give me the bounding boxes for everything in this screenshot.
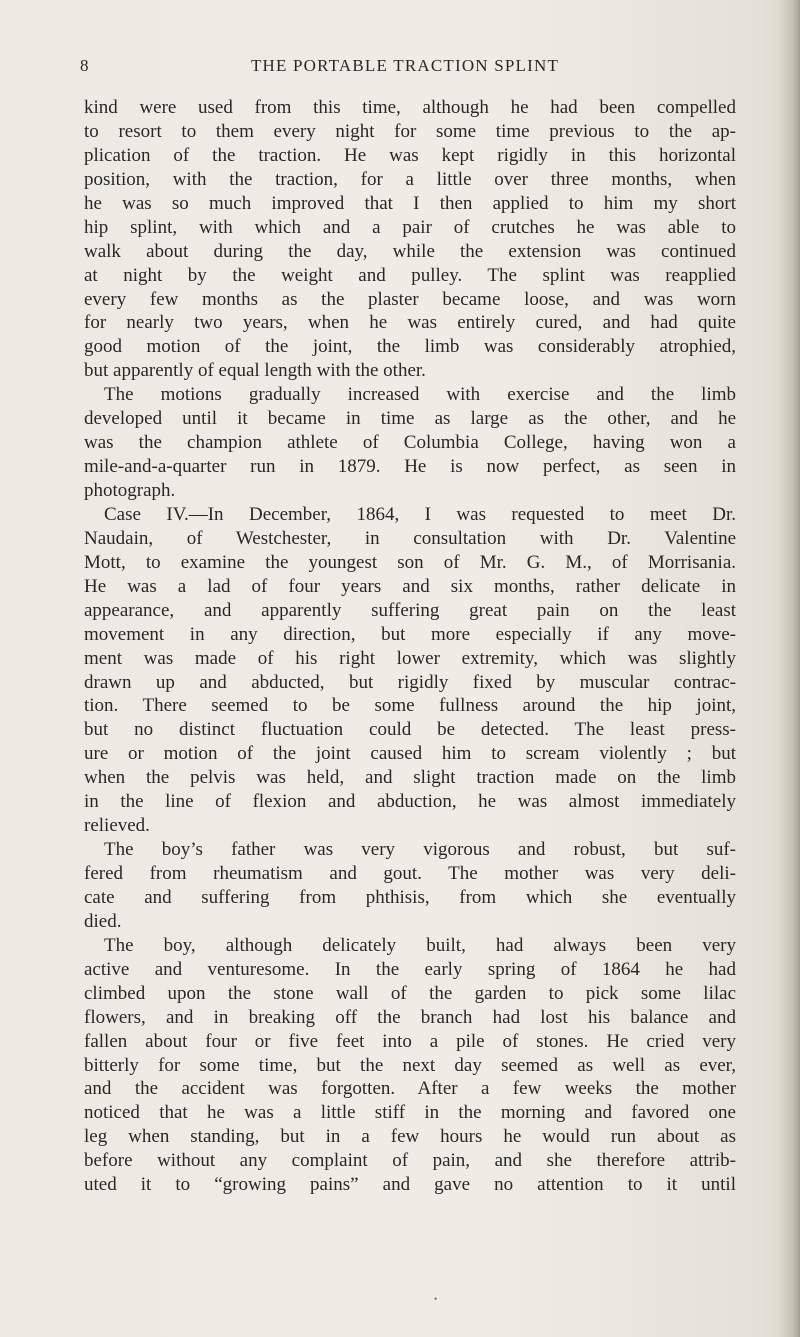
- text-line: drawn up and abducted, but rigidly fixed by muscular contrac-: [84, 671, 736, 693]
- text-line: he was so much improved that I then applied to him my short: [84, 192, 736, 214]
- text-line: and the accident was forgotten. After a few weeks the mother: [84, 1078, 736, 1100]
- text-line: photograph.: [84, 480, 176, 501]
- text-line: Naudain, of Westchester, in consultation with Dr. Valentine: [84, 527, 736, 549]
- text-line: active and venturesome. In the early spring of 1864 he had: [84, 958, 736, 980]
- text-line: died.: [84, 910, 122, 932]
- text-line: leg when standing, but in a few hours he would run about as: [84, 1126, 736, 1148]
- running-head: [80, 56, 730, 82]
- text-line: plication of the traction. He was kept rigidly in this horizontal: [84, 144, 736, 166]
- text-line: before without any complaint of pain, and she therefore attrib-: [84, 1150, 736, 1172]
- text-line: tion. There seemed to be some fullness around the hip joint,: [84, 695, 736, 717]
- footer-mark: •: [434, 1294, 438, 1304]
- text-line: noticed that he was a little stiff in the morning and favored one: [84, 1102, 736, 1124]
- text-line: but no distinct fluctuation could be detected. The least press-: [84, 719, 736, 741]
- text-line: cate and suffering from phthisis, from which she eventually: [84, 886, 736, 908]
- text-line: good motion of the joint, the limb was considerably atrophied,: [84, 336, 736, 358]
- text-line: He was a lad of four years and six months, rather delicate in: [84, 575, 736, 597]
- text-line: position, with the traction, for a little over three months, when: [84, 168, 736, 190]
- text-line: was the champion athlete of Columbia College, having won a: [84, 432, 736, 454]
- text-line: flowers, and in breaking off the branch had lost his balance and: [84, 1006, 736, 1028]
- running-title: THE PORTABLE TRACTION SPLINT: [250, 56, 560, 75]
- text-line: Mott, to examine the youngest son of Mr. G. M., of Morrisania.: [84, 551, 736, 573]
- text-line: appearance, and apparently suffering great pain on the least: [84, 599, 736, 621]
- text-line: at night by the weight and pulley. The splint was reapplied: [84, 264, 736, 286]
- text-line: hip splint, with which and a pair of crutches he was able to: [84, 216, 736, 238]
- text-line: when the pelvis was held, and slight traction made on the limb: [84, 767, 736, 789]
- text-line: climbed upon the stone wall of the garden to pick some lilac: [84, 982, 736, 1004]
- paragraph-start: The motions gradually increased with exercise and the limb: [104, 384, 736, 406]
- text-line: kind were used from this time, although he had been compelled: [84, 97, 736, 118]
- text-line: movement in any direction, but more especially if any move-: [84, 623, 736, 645]
- page-edge-shadow: [778, 0, 800, 1337]
- text-line: for nearly two years, when he was entirely cured, and had quite: [84, 312, 736, 334]
- text-line: developed until it became in time as large as the other, and he: [84, 408, 736, 430]
- text-line: fered from rheumatism and gout. The mother was very deli-: [84, 863, 736, 884]
- text-line: mile-and-a-quarter run in 1879. He is now perfect, as seen in: [84, 456, 736, 478]
- text-line: fallen about four or five feet into a pile of stones. He cried very: [84, 1030, 736, 1052]
- text-line: to resort to them every night for some time previous to the ap-: [84, 120, 736, 142]
- text-line: in the line of flexion and abduction, he was almost immediately: [84, 791, 736, 813]
- text-line: every few months as the plaster became loose, and was worn: [84, 288, 736, 310]
- text-line: ure or motion of the joint caused him to scream violently ; but: [84, 743, 736, 765]
- paragraph-start: The boy’s father was very vigorous and robust, but suf-: [104, 839, 736, 861]
- text-line: relieved.: [84, 815, 150, 837]
- text-line: but apparently of equal length with the other.: [84, 360, 426, 382]
- text-line: walk about during the day, while the extension was continued: [84, 240, 736, 262]
- text-line: ment was made of his right lower extremity, which was slightly: [84, 647, 736, 669]
- paragraph-start: The boy, although delicately built, had always been very: [104, 934, 736, 956]
- text-line: bitterly for some time, but the next day seemed as well as ever,: [84, 1054, 736, 1076]
- body-text: [84, 96, 736, 1197]
- text-line: uted it to “growing pains” and gave no attention to it until: [84, 1174, 736, 1196]
- case-heading-line: Case IV.—In December, 1864, I was requested to meet Dr.: [104, 503, 736, 525]
- page-number: 8: [80, 56, 89, 75]
